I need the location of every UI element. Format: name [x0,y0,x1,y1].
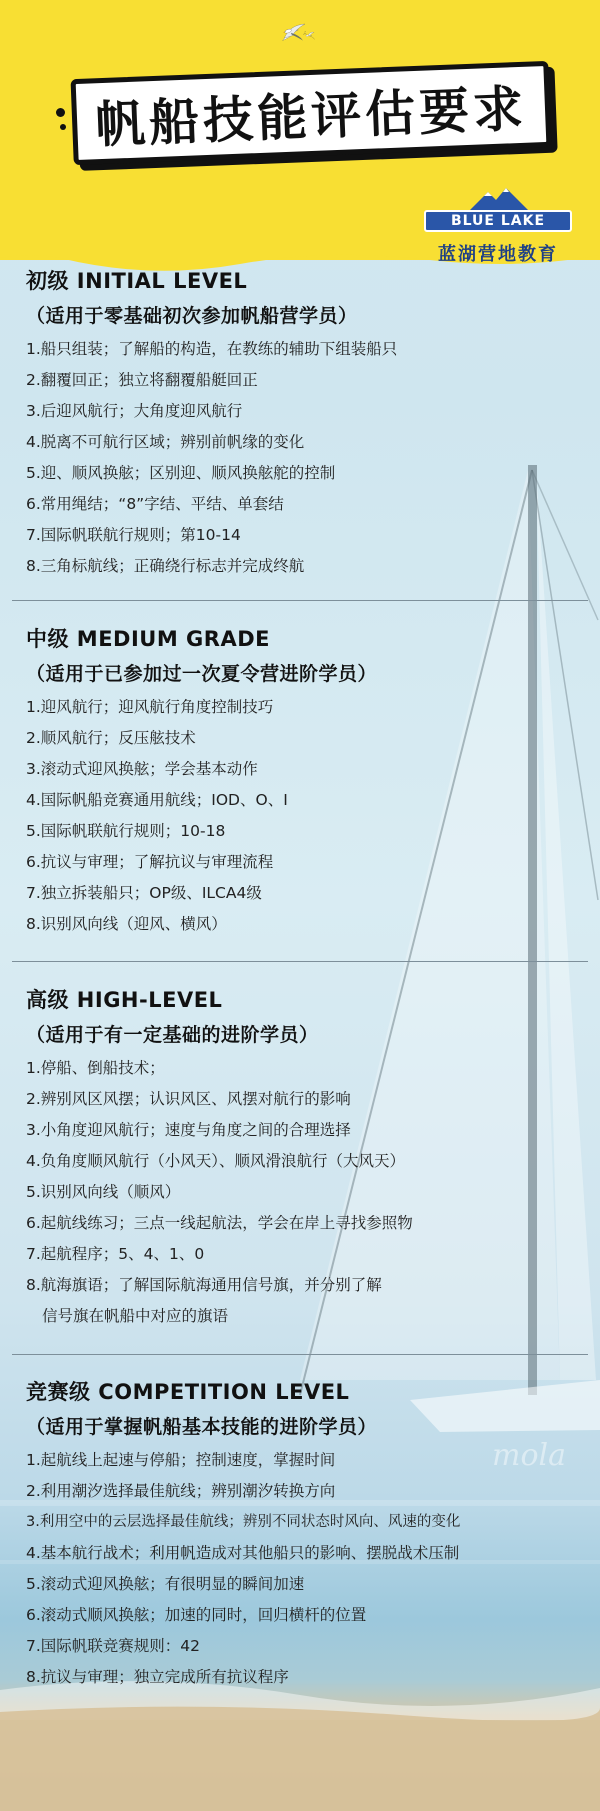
boat-watermark-text: mola [492,1438,566,1473]
list-item: 2.辨别风区风摆；认识风区、风摆对航行的影响 [26,1090,351,1108]
requirement-list [26,334,586,582]
section-divider [12,1354,588,1355]
list-item: 6.滚动式顺风换舷；加速的同时，回归横杆的位置 [26,1606,367,1624]
list-item: 1.迎风航行；迎风航行角度控制技巧 [26,698,274,716]
list-item: 1.起航线上起速与停船；控制速度，掌握时间 [26,1451,336,1469]
list-item: 2.翻覆回正；独立将翻覆船艇回正 [26,371,258,389]
section-subtitle: （适用于有一定基础的进阶学员） [26,1024,319,1046]
list-item: 6.起航线练习；三点一线起航法，学会在岸上寻找参照物 [26,1214,413,1232]
decorative-dot [56,108,65,117]
list-item: 2.利用潮汐选择最佳航线；辨别潮汐转换方向 [26,1482,336,1500]
section-title: 竞赛级 COMPETITION LEVEL [26,1380,350,1404]
list-item: 5.国际帆联航行规则；10-18 [26,822,226,840]
list-item: 6.抗议与审理；了解抗议与审理流程 [26,853,274,871]
list-item: 4.脱离不可航行区域；辨别前帆缘的变化 [26,433,305,451]
section-title: 中级 MEDIUM GRADE [26,627,270,651]
section-divider [12,961,588,962]
list-item: 1.船只组装；了解船的构造，在教练的辅助下组装船只 [26,340,398,358]
logo-badge: BLUE LAKE [424,210,572,232]
title-banner [71,61,552,165]
section-subtitle: （适用于已参加过一次夏令营进阶学员） [26,663,378,685]
list-item: 2.顺风航行；反压舷技术 [26,729,196,747]
list-item: 7.起航程序；5、4、1、0 [26,1245,205,1263]
section-medium-grade [26,622,586,940]
requirement-list [26,1053,586,1332]
decorative-dot [60,124,66,130]
page-title: 帆船技能评估要求 [94,79,529,155]
list-item: 7.独立拆装船只；OP级、ILCA4级 [26,884,262,902]
logo-subtitle: 蓝湖营地教育 [438,244,558,265]
list-item: 5.迎、顺风换舷；区别迎、顺风换舷舵的控制 [26,464,336,482]
list-item: 3.利用空中的云层选择最佳航线；辨别不同状态时风向、风速的变化 [26,1514,461,1530]
list-item: 5.识别风向线（顺风） [26,1183,181,1201]
requirement-list [26,1445,586,1693]
list-item-continuation: 信号旗在帆船中对应的旗语 [42,1307,229,1325]
section-subtitle: （适用于零基础初次参加帆船营学员） [26,305,358,327]
list-item: 4.国际帆船竞赛通用航线；IOD、O、I [26,791,288,809]
list-item: 3.小角度迎风航行；速度与角度之间的合理选择 [26,1121,351,1139]
list-item: 8.抗议与审理；独立完成所有抗议程序 [26,1668,289,1686]
list-item: 6.常用绳结；“8”字结、平结、单套结 [26,495,284,513]
section-subtitle: （适用于掌握帆船基本技能的进阶学员） [26,1416,378,1438]
section-high-level [26,983,586,1332]
section-initial-level [26,264,586,582]
list-item: 3.后迎风航行；大角度迎风航行 [26,402,243,420]
list-item: 4.负角度顺风航行（小风天）、顺风滑浪航行（大风天） [26,1152,406,1170]
list-item: 7.国际帆联航行规则；第10-14 [26,526,241,544]
list-item: 5.滚动式迎风换舷；有很明显的瞬间加速 [26,1575,305,1593]
list-item: 7.国际帆联竞赛规则：42 [26,1637,201,1655]
list-item: 1.停船、倒船技术； [26,1059,165,1077]
section-competition-level [26,1375,586,1693]
section-title: 高级 HIGH-LEVEL [26,988,223,1012]
section-divider [12,600,588,601]
list-item: 8.识别风向线（迎风、横风） [26,915,227,933]
list-item: 8.三角标航线；正确绕行标志并完成终航 [26,557,305,575]
list-item: 8.航海旗语；了解国际航海通用信号旗，并分别了解 [26,1276,382,1294]
requirement-list [26,692,586,940]
section-title: 初级 INITIAL LEVEL [26,269,248,293]
list-item: 4.基本航行战术；利用帆造成对其他船只的影响、摆脱战术压制 [26,1544,460,1562]
list-item: 3.滚动式迎风换舷；学会基本动作 [26,760,258,778]
